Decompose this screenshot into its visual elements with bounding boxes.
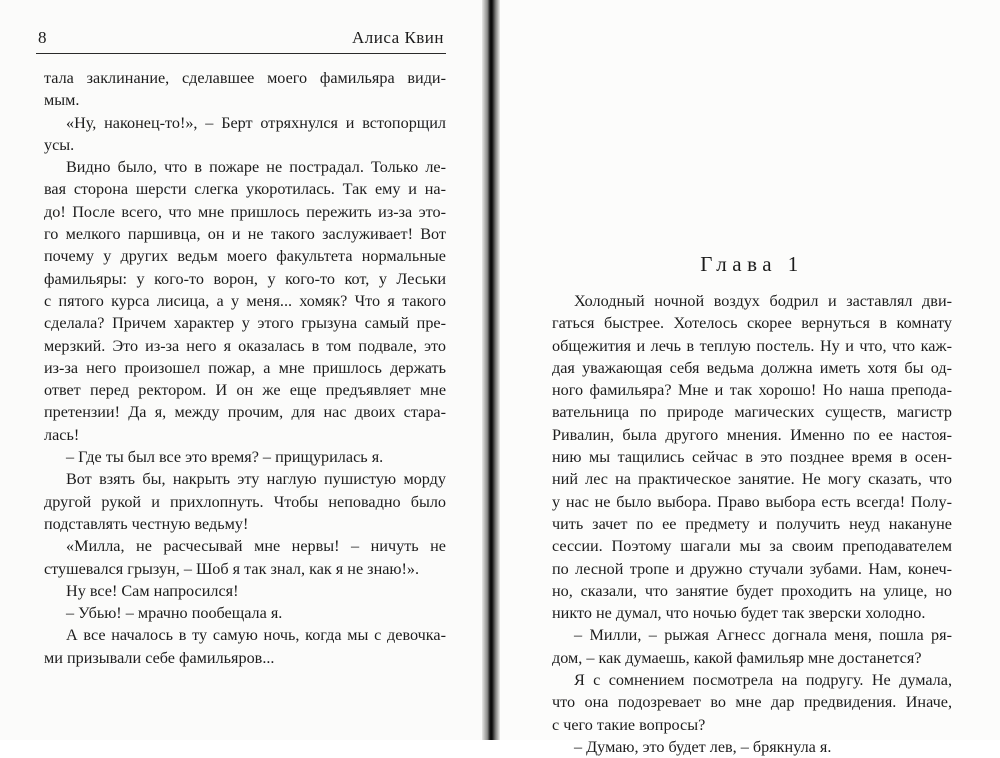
text-line: Ривалин, была другого мнения. Именно по ее настоя- xyxy=(552,425,952,444)
text-line: стушевался грызун, – Шоб я так знал, как я не знаю!». xyxy=(44,559,420,578)
text-line: претензии! Да я, между прочим, для нас двоих стара- xyxy=(44,403,446,422)
text-line: «Милла, не расчесывай мне нервы! – ничуть не xyxy=(66,537,446,556)
text-line: с пятого курса лисица, а у меня... хомяк? Что я такого xyxy=(44,291,446,310)
text-line: вая сторона шерсти слегка укоротилась. Так ему и на- xyxy=(44,180,446,199)
text-line: гаться быстрее. Хотелось скорее вернуться в комнату xyxy=(552,314,952,333)
text-line: фамильяры: у кого-то ворон, у кого-то кот, у Леськи xyxy=(44,269,446,288)
text-line: из-за него произошел пожар, а мне пришлось держать xyxy=(44,358,446,377)
text-line: – Убью! – мрачно пообещала я. xyxy=(66,604,283,623)
running-head xyxy=(38,28,444,48)
text-line: Видно было, что в пожаре не пострадал. Только ле- xyxy=(66,158,446,177)
text-line: – Думаю, это будет лев, – брякнула я. xyxy=(574,737,832,756)
text-line: что она подозревает во мне дар предвидения. Иначе, xyxy=(552,693,952,712)
text-line: лась! xyxy=(44,425,80,444)
text-line: – Милли, – рыжая Агнесс догнала меня, пошла ря- xyxy=(574,626,952,645)
text-line: ответ перед ректором. И он же еще предъявляет мне xyxy=(44,381,446,400)
text-line: вательница по природе магических существ, магистр xyxy=(552,403,952,422)
page-number: 8 xyxy=(38,28,47,47)
right-page xyxy=(500,0,1000,756)
header-rule xyxy=(36,53,446,54)
text-line: у нас не было выбора. Право выбора есть всегда! Полу- xyxy=(552,492,952,511)
text-line: ний лес на практическое занятие. Не могу сказать, что xyxy=(552,470,952,489)
text-line: го мелкого паршивца, он и не такого заслуживает! Вот xyxy=(44,225,446,244)
text-line: дая уважающая себя ведьма должна иметь хотя бы од- xyxy=(552,358,952,377)
text-line: до! После всего, что мне пришлось пережить из-за это- xyxy=(44,202,446,221)
text-line: Вот взять бы, накрыть эту наглую пушистую морду xyxy=(66,470,446,489)
text-line: «Ну, наконец-то!», – Берт отряхнулся и встопорщил xyxy=(66,113,446,132)
text-line: Я с сомнением посмотрела на подругу. Не думала, xyxy=(574,671,952,690)
text-line: тала заклинание, сделавшее моего фамильяра види- xyxy=(44,69,446,87)
text-line: другой рукой и прихлопнуть. Чтобы неповадно было xyxy=(44,492,446,511)
text-line: ми призывали себе фамильяров... xyxy=(44,648,275,667)
text-line: дом, – как думаешь, какой фамильяр мне достанется? xyxy=(552,648,922,667)
text-line: ного фамильяра? Мне и так хорошо! Но наша препода- xyxy=(552,381,952,400)
text-line: – Где ты был все это время? – прищурилась я. xyxy=(66,448,384,467)
book-gutter xyxy=(482,0,500,740)
text-line: нию мы тащились сейчас в это позднее время в осен- xyxy=(552,448,952,467)
text-line: мым. xyxy=(44,91,80,110)
text-line: подставлять честную ведьму! xyxy=(44,514,249,533)
text-line: чить зачет по ее предмету и получить неуд накануне xyxy=(552,514,952,533)
text-line: по лесной тропе и дружно стучали зубами. Нам, конеч- xyxy=(552,559,952,578)
text-line: Ну все! Сам напросился! xyxy=(66,581,239,600)
text-line: сессии. Поэтому шагали мы за своим преподавателем xyxy=(552,537,952,556)
chapter-title: Глава 1 xyxy=(700,252,804,276)
author-name: Алиса Квин xyxy=(352,28,444,47)
text-line: никто не думал, что ночью будет так зверски холодно. xyxy=(552,604,926,623)
text-line: А все началось в ту самую ночь, когда мы с девочка- xyxy=(66,626,446,645)
left-page-text xyxy=(44,67,446,669)
text-line: усы. xyxy=(44,135,75,154)
text-line: Холодный ночной воздух бодрил и заставлял дви- xyxy=(574,292,952,310)
left-page xyxy=(0,0,482,740)
right-page-text xyxy=(552,290,952,758)
text-line: сделала? Причем характер у этого грызуна самый пре- xyxy=(44,314,446,333)
text-line: общежития и лечь в теплую постель. Ну и что, что каж- xyxy=(552,336,952,355)
text-line: мерзкий. Это из-за него я оказалась в том подвале, это xyxy=(44,336,446,355)
text-line: с чего такие вопросы? xyxy=(552,715,706,734)
text-line: но, сказали, что занятие будет проходить на улице, но xyxy=(552,581,952,600)
text-line: почему у других ведьм моего факультета нормальные xyxy=(44,247,446,266)
